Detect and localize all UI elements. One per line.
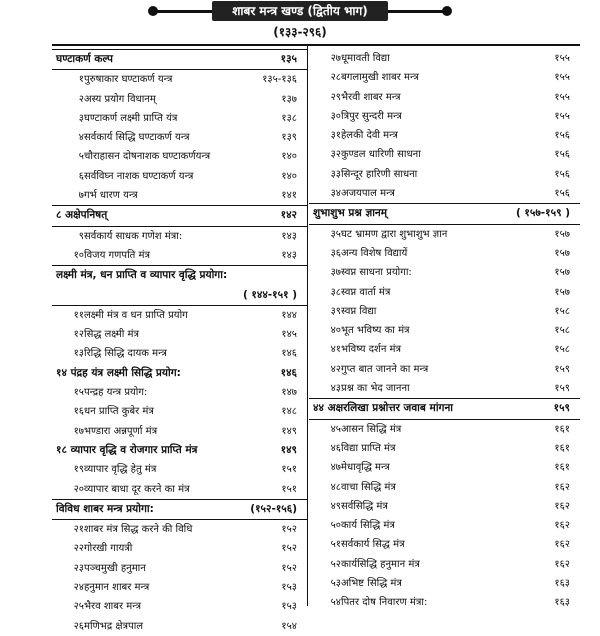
entry-number: १५ [73,387,84,399]
entry-page: १४३ [281,230,297,242]
contents-entry [309,225,580,244]
contents-entry [309,516,580,535]
contents-entry [309,263,580,282]
contents-entry [52,147,307,166]
entry-title: शुभाशुभ प्रश्न ज्ञानम् [313,207,388,220]
entry-page: १५१ [281,464,297,476]
entry-number: ९ [78,230,84,242]
entry-number: १२ [73,329,84,341]
entry-title: अस्य प्रयोग विधानम् [84,93,156,105]
entry-title: पञ्चमुखी हनुमान [84,562,146,574]
entry-number: ३३ [330,168,341,180]
entry-title: रिद्धि सिद्धि दायक मन्त्र [84,348,167,360]
contents-entry [309,340,580,359]
entry-page: १३९ [281,132,297,144]
section-heading [52,49,307,70]
entry-page: १४४ [281,309,297,321]
entry-page: १६१ [554,462,570,474]
entry-page: १५७ [554,247,570,259]
entry-page: १६३ [554,597,570,609]
contents-column-right [309,49,580,613]
entry-page: १५४ [281,620,297,632]
entry-title: सर्वसिद्धि मंत्र [341,500,388,512]
entry-title: स्वप्न साधना प्रयोगा: [341,267,412,279]
entry-title: विविध शाबर मन्त्र प्रयोगा: [56,502,154,515]
entry-number: २६ [73,620,84,632]
entry-number: ४३ [330,383,341,395]
entry-page: १४९ [280,443,297,456]
entry-number: ३१ [330,130,341,142]
entry-title: स्वप्न वार्ता मंत्र [341,286,391,298]
entry-page: १५६ [554,188,570,200]
entry-title: आसन सिद्धि मंत्र [341,423,402,435]
contents-entry [52,480,307,499]
contents-entry [309,165,580,184]
entry-page: १५५ [554,91,570,103]
entry-page: १५७ [554,286,570,298]
contents-entry [309,145,580,164]
contents-entry [309,379,580,398]
entry-number: ३० [330,110,341,122]
contents-entry [52,441,307,460]
contents-entry [52,578,307,597]
entry-number: ५२ [330,558,341,570]
entry-page: १५८ [554,325,570,337]
entry-title: अभिष्ट सिद्धि मंत्र [341,578,402,590]
entry-number: २८ [330,72,341,84]
entry-title: पुरुषाकार घण्टाकर्ण यन्त्र [84,74,173,86]
entry-title: वाचा सिद्धि मंत्र [341,481,396,493]
entry-number: २३ [73,562,84,574]
contents-entry [52,246,307,265]
contents-entry [52,167,307,186]
entry-number: ४८ [330,481,341,493]
contents-entry [52,128,307,147]
entry-page: १६१ [554,442,570,454]
entry-page: १५२ [281,562,297,574]
contents-entry [52,402,307,421]
entry-page: १५९ [554,363,570,375]
entry-page: १३५-१३६ [262,74,297,86]
contents-entry [309,184,580,203]
contents-entry [309,302,580,321]
entry-page: १५८ [554,305,570,317]
section-heading [52,499,307,520]
entry-title: गुप्त बात जानने का मन्त्र [341,363,429,375]
contents-entry [309,555,580,574]
entry-number: ४७ [330,462,341,474]
entry-title: पितर दोष निवारण मंत्रा: [341,597,428,609]
entry-page: १५२ [281,543,297,555]
entry-number: ४१ [330,344,341,356]
entry-page: १५८ [554,344,570,356]
header-dot-right [442,6,452,16]
contents-entry [309,360,580,379]
contents-entry [52,109,307,128]
section-heading [52,286,307,306]
contents-entry [52,422,307,441]
entry-title: कार्य सिद्धि मंत्र [341,520,395,532]
entry-number: ३४ [330,188,341,200]
entry-title: बगलामुखी शाबर मन्त्र [341,72,419,84]
section-heading [52,265,307,285]
header-rule-right [388,10,450,13]
entry-page: १५३ [281,601,297,613]
entry-number: १९ [73,464,84,476]
entry-number: ४० [330,325,341,337]
entry-title: स्वप्न विद्या [341,305,377,317]
entry-number: १७ [73,425,84,437]
entry-number: २० [73,483,84,495]
entry-title: सर्वकार्य सिद्ध मंत्र [341,539,405,551]
contents-entry [52,539,307,558]
contents-entry [309,321,580,340]
entry-page: १४२ [280,209,297,222]
entry-number: ५१ [330,539,341,551]
entry-title: व्यापार बाधा दूर करने का मंत्र [84,483,190,495]
entry-page: १४७ [281,387,297,399]
entry-page: १५३ [281,582,297,594]
entry-number: १० [73,249,84,261]
entry-number: ३७ [330,267,341,279]
page-range: (१३३-२९६) [273,25,327,39]
entry-title: त्रिपुर सुन्दरी मन्त्र [341,110,402,122]
entry-page: १५२ [281,524,297,536]
entry-title: सिन्दूर हारिणी साधना [341,168,418,180]
entry-title: चौराहासन दोषनाशक घण्टाकर्णयन्त्र [84,151,211,163]
contents-entry [309,535,580,554]
entry-title: भैरव शाबर मन्त्र [84,601,141,613]
entry-title: कार्यसिद्धि हनुमान मंत्र [341,558,420,570]
contents-entry [52,186,307,205]
entry-number: ५ [78,151,84,163]
contents-entry [52,325,307,344]
entry-number: ४५ [330,423,341,435]
entry-title: घट भ्रामण द्वारा शुभाशुभ ज्ञान [341,228,448,240]
entry-number: २४ [73,582,84,594]
entry-number: ३२ [330,149,341,161]
entry-number: ७ [78,190,84,202]
section-heading [309,203,580,224]
contents-entry [52,306,307,325]
contents-entry [309,88,580,107]
entry-title: हनुमान शाबर मन्त्र [84,582,150,594]
page-header [0,0,600,46]
entry-title: भविष्य दर्शन मंत्र [341,344,402,356]
entry-title: धन प्राप्ति कुबेर मंत्र [84,406,154,418]
entry-title: गर्भ धारण यन्त्र [84,190,138,202]
entry-title: ८ अक्षेपनिषत् [56,209,108,222]
entry-page: १४० [281,151,297,163]
entry-title: गोरखी गायत्री [84,543,133,555]
contents-table [52,44,580,632]
contents-entry [52,617,307,636]
entry-page: १५६ [554,130,570,142]
entry-title: लक्ष्मी मंत्र व धन प्राप्ति प्रयोग [84,309,188,321]
entry-number: ६ [78,170,84,182]
entry-page: १६२ [554,520,570,532]
entry-number: ५० [330,520,341,532]
contents-entry [309,439,580,458]
entry-number: २५ [73,601,84,613]
entry-page: १६२ [554,539,570,551]
contents-entry [52,227,307,246]
contents-entry [309,420,580,439]
entry-number: २ [78,93,84,105]
entry-number: २१ [73,524,84,536]
entry-page: १५६ [554,168,570,180]
entry-number: ४९ [330,500,341,512]
contents-entry [52,597,307,616]
entry-title: सिद्ध लक्ष्मी मंत्र [84,329,139,341]
header-rule-left [150,10,212,13]
entry-page: १४६ [280,366,297,379]
entry-title: सर्वकार्य साधक गणेश मंत्रा: [84,230,183,242]
entry-title: प्रश्न का भेद जानना [341,383,410,395]
entry-page: १३५ [280,53,297,65]
contents-entry [309,68,580,87]
entry-number: ३९ [330,305,341,317]
entry-title: ४४ अक्षरलिखा प्रश्नोत्तर जवाब मांगना [313,402,454,415]
entry-title: सर्वकार्य सिद्धि घण्टाकर्ण यन्त्र [84,132,190,144]
contents-entry [309,107,580,126]
entry-page: १५९ [553,402,570,415]
entry-page: १५९ [554,383,570,395]
entry-page: १४९ [281,425,297,437]
entry-title: घण्टाकर्ण लक्ष्मी प्राप्ति यंत्र [84,112,178,124]
entry-number: ३५ [330,228,341,240]
column-divider [307,46,308,606]
contents-entry [309,244,580,263]
entry-number: ३६ [330,247,341,259]
contents-entry [52,520,307,539]
contents-entry [52,559,307,578]
entry-title: भैरवी शाबर मन्त्र [341,91,401,103]
entry-page: १६२ [554,500,570,512]
contents-entry [309,458,580,477]
entry-title: ( १४४-१५१ ) [242,288,297,301]
header-dot-left [148,6,158,16]
contents-entry [52,364,307,383]
entry-number: ११ [73,309,84,321]
entry-page: १४८ [281,406,297,418]
entry-number: १३ [73,348,84,360]
entry-page: १३७ [281,93,297,105]
entry-number: १ [78,74,84,86]
section-heading [52,205,307,226]
contents-entry [309,497,580,516]
entry-number: २७ [330,53,341,64]
section-heading [309,398,580,419]
entry-page: १६२ [554,481,570,493]
entry-title: हेलकी देवी मन्त्र [341,130,398,142]
contents-entry [309,126,580,145]
entry-title: व्यापार वृद्धि हेतु मंत्र [84,464,157,476]
contents-entry [52,70,307,89]
entry-number: ४२ [330,363,341,375]
entry-page: १५६ [554,149,570,161]
entry-page: १५१ [281,483,297,495]
contents-entry [52,383,307,402]
entry-title: लक्ष्मी मंत्र, धन प्राप्ति व व्यापार वृद्धि प्रयोगा: [56,269,228,282]
entry-page: १४३ [281,249,297,261]
entry-page: १५५ [554,72,570,84]
entry-page: ( १५७-१५९ ) [515,207,570,220]
contents-entry [52,90,307,109]
entry-page: १३८ [281,112,297,124]
entry-page: १५५ [554,53,570,64]
contents-entry [309,478,580,497]
entry-page: १४५ [281,329,297,341]
entry-page: १५५ [554,110,570,122]
entry-page: १६२ [554,558,570,570]
entry-page: १५७ [554,267,570,279]
entry-page: १५७ [554,228,570,240]
entry-title: विजय गणपति मंत्र [84,249,151,261]
contents-entry [309,574,580,593]
entry-title: सर्वविघ्न नाशक घण्टाकर्ण यन्त्र [84,170,194,182]
chapter-title: शाबर मन्त्र खण्ड (द्वितीय भाग) [212,1,388,21]
entry-title: विद्या प्राप्ति मंत्र [341,442,396,454]
entry-number: २२ [73,543,84,555]
entry-number: ४६ [330,442,341,454]
entry-title: शाबर मंत्र सिद्ध करने की विधि [84,524,193,536]
entry-title: मणिभद्र क्षेत्रपाल [84,620,144,632]
entry-number: १६ [73,406,84,418]
entry-title: भण्डारा अन्नपूर्णा मंत्र [84,425,158,437]
entry-title: धूमावती विद्या [341,53,390,64]
entry-title: १४ पंद्रह यंत्र लक्ष्मी सिद्धि प्रयोग: [56,366,181,379]
entry-number: ३ [78,112,84,124]
entry-number: ३८ [330,286,341,298]
contents-entry [52,344,307,363]
contents-entry [309,49,580,68]
entry-title: मेधावृद्धि मन्त्र [341,462,390,474]
entry-number: २९ [330,91,341,103]
entry-title: पन्द्रह यन्त्र प्रयोग: [84,387,148,399]
contents-entry [309,283,580,302]
entry-title: कुण्डल धारिणी साधना [341,149,421,161]
entry-title: भूत भविष्य का मंत्र [341,325,410,337]
contents-column-left [52,49,307,636]
entry-title: अजयपाल मन्त्र [341,188,395,200]
entry-number: ५४ [330,597,341,609]
entry-page: १४६ [281,348,297,360]
contents-entry [52,460,307,479]
entry-title: अन्य विशेष विद्यायें [341,247,408,259]
entry-page: १४० [281,170,297,182]
entry-page: १६१ [554,423,570,435]
contents-entry [309,593,580,612]
entry-title: १८ व्यापार वृद्धि व रोजगार प्राप्ति मंत्र [56,443,198,456]
entry-number: ४ [78,132,84,144]
entry-page: १४१ [281,190,297,202]
entry-page: (१५२-१५६) [250,502,297,515]
entry-title: घण्टाकर्ण कल्प [56,53,113,65]
entry-page: १६३ [554,578,570,590]
entry-number: ५३ [330,578,341,590]
